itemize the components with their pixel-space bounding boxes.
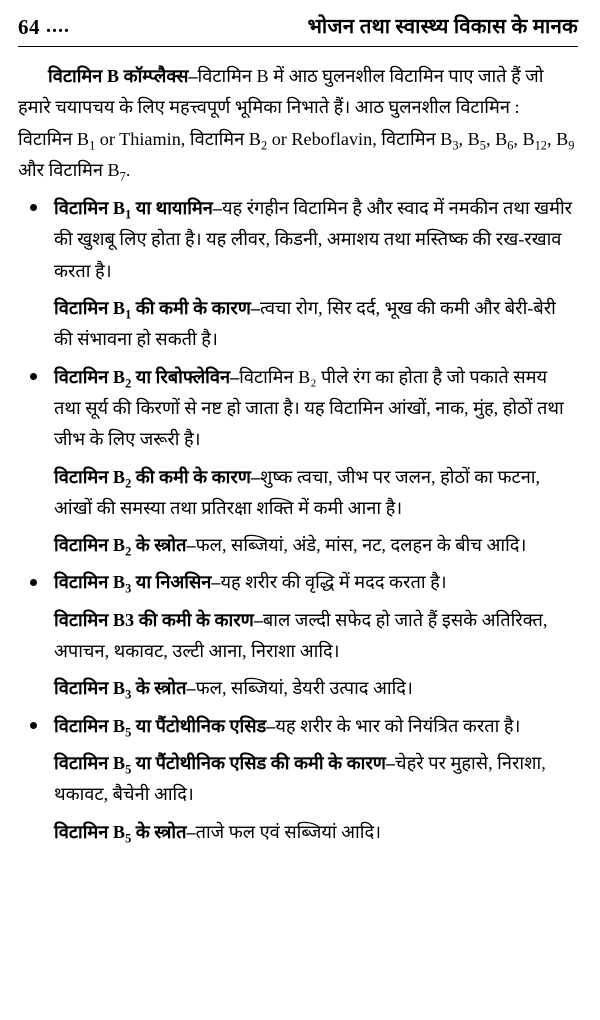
item-text: यह शरीर के भार को नियंत्रित करता है।	[275, 715, 521, 736]
item-heading: विटामिन B	[54, 572, 126, 593]
item-heading-sub: 3	[125, 582, 132, 597]
item-heading: विटामिन B	[54, 466, 126, 487]
list-item	[18, 567, 578, 598]
item-text: फल, सब्जियां, डेयरी उत्पाद आदि।	[195, 678, 413, 699]
intro-text-8: और विटामिन B	[18, 159, 120, 180]
intro-text-3: or Reboflavin, विटामिन B	[267, 128, 453, 149]
intro-dash: –	[188, 66, 198, 86]
list-item	[18, 748, 578, 811]
intro-sub-5: 6	[507, 138, 514, 153]
item-text: यह शरीर की वृद्धि में मदद करता है।	[220, 572, 447, 593]
page-number: 64	[18, 15, 40, 39]
item-dash: –	[212, 198, 222, 219]
item-dash: –	[266, 715, 276, 736]
intro-sub-3: 3	[452, 138, 459, 153]
item-heading-rest: या पैंटोथीनिक एसिड की कमी के कारण	[131, 752, 386, 773]
intro-sub-1: 1	[89, 138, 96, 153]
item-heading-sub: 2	[125, 376, 132, 391]
intro-sub-4: 5	[479, 138, 486, 153]
item-heading-rest: के स्त्रोत	[131, 678, 187, 699]
bullet-icon	[30, 204, 37, 211]
item-text: शुष्क त्वचा, जीभ पर जलन, होठों का फटना, आंखों की समस्या तथा प्रतिरक्षा शक्ति में कमी आना है।	[54, 466, 541, 518]
list-item	[18, 193, 578, 287]
header-left	[18, 15, 70, 40]
item-text: बाल जल्दी सफेद हो जाते हैं इसके अतिरिक्त, अपाचन, थकावट, उल्टी आना, निराशा आदि।	[54, 609, 548, 662]
intro-heading: विटामिन B कॉम्प्लैक्स	[48, 66, 189, 86]
item-heading: विटामिन B	[54, 678, 126, 699]
item-heading-rest: या थायामिन	[131, 198, 213, 219]
item-text: विटामिन B₂ पीले रंग का होता है जो पकाते समय तथा सूर्य की किरणों से नष्ट हो जाता है। यह विटामिन आंखों, नाक, मुंह, होठों तथा जीभ के लिए जरूरी है।	[54, 366, 564, 450]
item-dash: –	[186, 821, 196, 842]
item-heading-sub: 5	[125, 762, 132, 777]
item-heading: विटामिन B	[54, 198, 126, 219]
item-dash: –	[253, 609, 263, 630]
item-dash: –	[385, 752, 396, 773]
header-title: भोजन तथा स्वास्थ्य विकास के मानक	[307, 16, 578, 38]
item-heading-rest: या रिबोफ्लेविन	[131, 366, 231, 387]
item-text: चेहरे पर मुहासे, निराशा, थकावट, बैचेनी आदि।	[54, 752, 546, 805]
item-dash: –	[186, 678, 196, 699]
item-heading-rest: की कमी के कारण	[131, 466, 251, 487]
list-item	[18, 605, 578, 668]
running-header	[18, 12, 578, 47]
intro-text-7: , B	[546, 128, 569, 149]
list-item	[18, 817, 578, 848]
intro-text-5: , B	[485, 128, 508, 149]
item-heading-sub: 2	[125, 544, 132, 559]
item-dash: –	[250, 466, 260, 487]
list-item	[18, 673, 578, 704]
item-heading: विटामिन B	[54, 298, 126, 319]
item-heading-sub: 5	[125, 831, 132, 846]
intro-text-6: , B	[513, 128, 535, 149]
item-text: त्वचा रोग, सिर दर्द, भूख की कमी और बेरी-बेरी की संभावना हो सकती है।	[54, 298, 556, 350]
item-heading-rest: या पैंटोथीनिक एसिड	[131, 715, 267, 736]
item-heading-sub: 1	[125, 307, 132, 322]
intro-text-1: विटामिन B में आठ घुलनशील विटामिन पाए जाते हैं जो हमारे चयापचय के लिए महत्त्वपूर्ण भूमिका निभाते हैं। आठ घुलनशील विटामिन : विटामिन B	[18, 66, 544, 149]
item-heading-rest: की कमी के कारण	[131, 298, 251, 319]
item-text: यह रंगहीन विटामिन है और स्वाद में नमकीन तथा खमीर की खुशबू लिए होता है। यह लीवर, किडनी, अमाशय तथा मस्तिष्क की रख-रखाव करता है।	[54, 198, 573, 281]
page-body	[18, 61, 578, 848]
list-item	[18, 530, 578, 561]
item-heading-rest: के स्त्रोत	[131, 535, 187, 556]
intro-paragraph	[18, 61, 578, 186]
item-heading: विटामिन B	[54, 715, 126, 736]
intro-text-9: .	[125, 159, 131, 180]
item-heading: विटामिन B	[54, 752, 126, 773]
item-heading-sub: 3	[125, 687, 132, 702]
item-heading-sub: 2	[125, 476, 132, 491]
list-item	[18, 293, 578, 356]
bullet-icon	[30, 373, 37, 380]
bullet-icon	[30, 579, 37, 586]
bullet-icon	[30, 722, 37, 729]
item-dash: –	[186, 535, 196, 556]
intro-text-4: , B	[458, 128, 480, 149]
item-heading-rest: के स्त्रोत	[131, 821, 187, 842]
intro-sub-6: 12	[534, 138, 547, 153]
intro-sub-2: 2	[260, 138, 268, 153]
item-text: ताजे फल एवं सब्जियां आदि।	[195, 821, 382, 842]
item-heading: विटामिन B3	[54, 609, 135, 630]
item-heading-sub: 1	[125, 207, 132, 222]
intro-sub-8: 7	[119, 169, 126, 184]
item-heading: विटामिन B	[54, 535, 126, 556]
item-dash: –	[211, 572, 221, 593]
vitamin-list	[18, 193, 578, 848]
item-text: फल, सब्जियां, अंडे, मांस, नट, दलहन के बीच आदि।	[195, 535, 527, 556]
item-heading: विटामिन B	[54, 366, 126, 387]
item-heading-rest: या निअसिन	[131, 572, 212, 593]
item-dash: –	[230, 366, 240, 387]
item-dash: –	[250, 298, 260, 319]
list-item	[18, 711, 578, 742]
item-heading-sub: 5	[125, 725, 132, 740]
list-item	[18, 462, 578, 525]
item-heading: विटामिन B	[54, 821, 126, 842]
intro-text-2: or Thiamin, विटामिन B	[95, 128, 261, 149]
list-item	[18, 362, 578, 456]
intro-sub-7: 9	[568, 138, 575, 153]
item-heading-rest: की कमी के कारण	[134, 609, 254, 630]
header-dots: ....	[46, 15, 70, 37]
